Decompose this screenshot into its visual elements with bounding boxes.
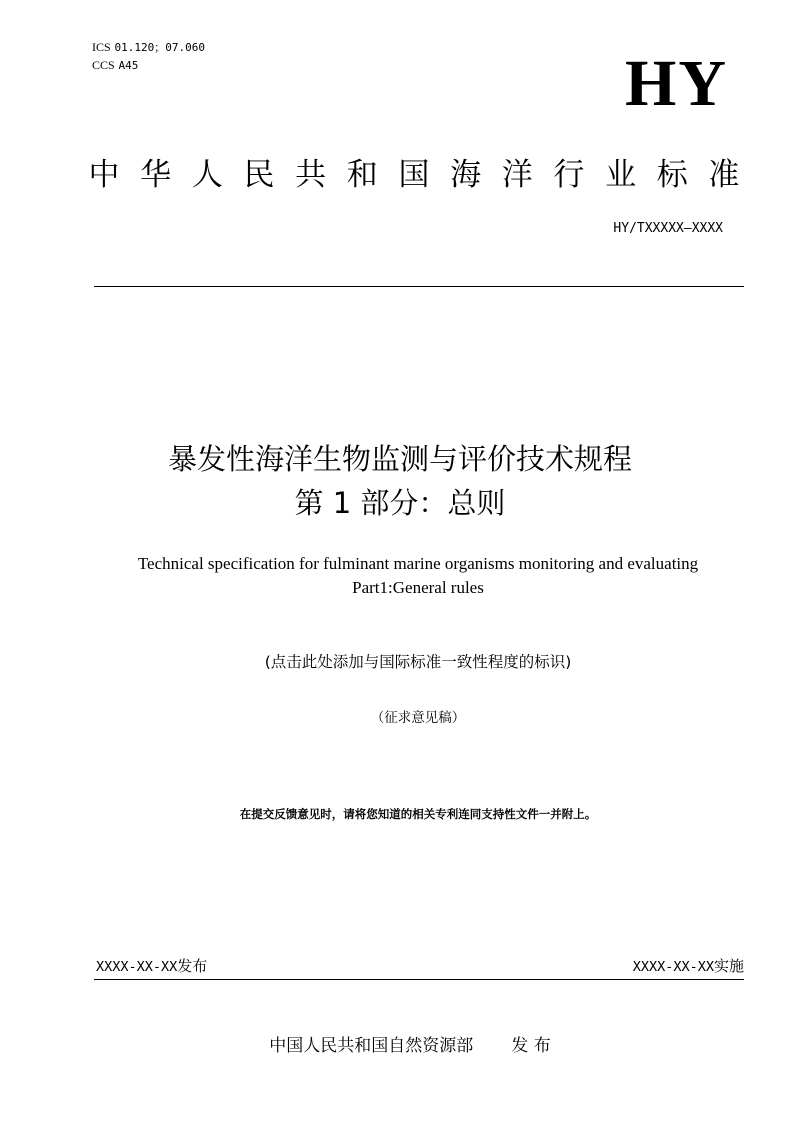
national-title-char: 标: [656, 157, 688, 193]
implement-date-value: XXXX-XX-XX: [632, 959, 714, 975]
national-title-char: 洋: [501, 157, 533, 193]
ccs-label: CCS: [92, 58, 115, 72]
title-cn-line1: 暴发性海洋生物监测与评价技术规程: [167, 442, 632, 476]
ics-label: ICS: [92, 40, 111, 54]
national-title-char: 中: [88, 157, 120, 193]
national-standard-title: [88, 155, 740, 195]
ics-code: [92, 40, 205, 55]
title-en-line2: Part1:General rules: [352, 578, 484, 597]
publisher-action: 发 布: [511, 1036, 551, 1056]
national-title-char: 共: [295, 157, 327, 193]
consistency-mark[interactable]: (点击此处添加与国际标准一致性程度的标识): [264, 653, 572, 671]
implement-date: [633, 956, 744, 977]
publisher: [0, 1034, 800, 1058]
standard-number: HY/TXXXXX—XXXX: [613, 221, 723, 236]
hy-logo: HY: [625, 47, 728, 120]
title-cn-line2: 第 1 部分：总则: [294, 486, 506, 520]
ccs-code: [92, 58, 138, 73]
ccs-value: A45: [118, 59, 139, 72]
title-en-line1: Technical specification for fulminant marine organisms monitoring and evaluating: [137, 554, 699, 573]
draft-status: （征求意见稿）: [370, 710, 466, 726]
national-title-char: 海: [450, 157, 482, 193]
issue-date-value: XXXX-XX-XX: [96, 959, 178, 975]
national-title-char: 和: [346, 157, 378, 193]
header-divider: [94, 286, 744, 287]
national-title-char: 准: [708, 157, 740, 193]
footer-divider: [94, 979, 744, 980]
issue-date: [96, 956, 207, 977]
patent-notice: 在提交反馈意见时，请将您知道的相关专利连同支持性文件一并附上。: [239, 807, 597, 821]
national-title-char: 行: [553, 157, 585, 193]
implement-date-label: 实施: [713, 957, 744, 975]
national-title-char: 业: [605, 157, 637, 193]
national-title-char: 华: [140, 157, 172, 193]
national-title-char: 人: [191, 157, 223, 193]
issue-date-label: 发布: [177, 957, 208, 975]
publisher-name: 中国人民共和国自然资源部: [269, 1036, 474, 1056]
national-title-char: 民: [243, 157, 275, 193]
national-title-char: 国: [398, 157, 430, 193]
ics-value: 01.120；07.060: [114, 41, 205, 54]
